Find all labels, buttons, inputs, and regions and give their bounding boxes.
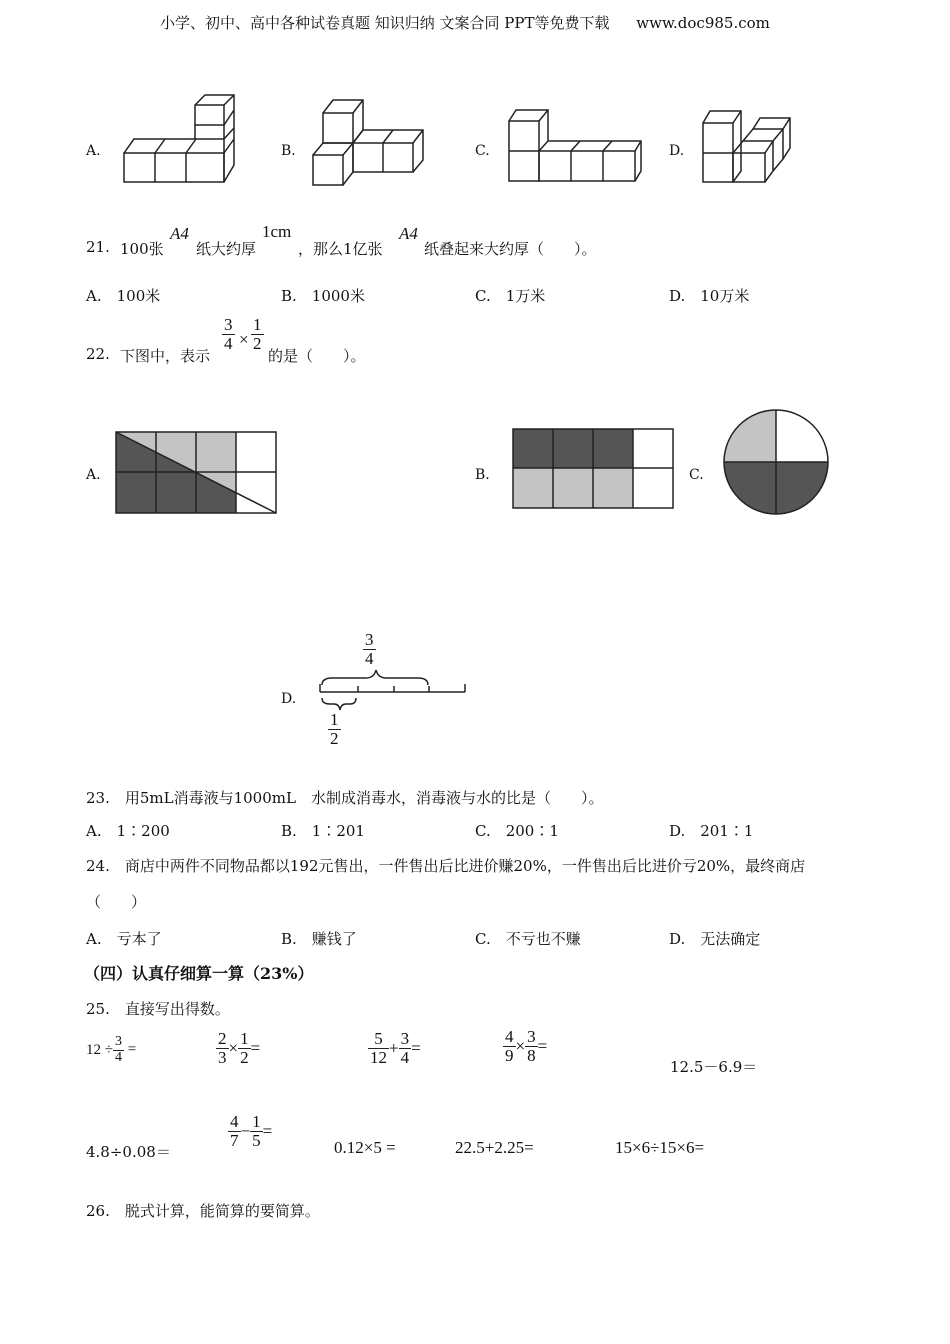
q25-expr-9: 22.5+2.25= [455,1138,534,1157]
q21-option-b[interactable]: B. 1000米 [281,287,365,305]
q20-option-d-label[interactable]: D. [669,143,685,159]
q24-option-b[interactable]: B. 赚钱了 [281,930,357,948]
q24-answer-paren: （ ） [86,893,147,911]
q25-expr-6: 4.8÷0.08＝ [86,1143,171,1161]
q25-expr-1: 12 ÷ $\frac{3}{4}$ = [86,1034,137,1065]
q25-expr-5: 12.5－6.9＝ [670,1058,758,1076]
q24-option-a[interactable]: A. 亏本了 [86,930,162,948]
q25-expr-8: 0.12×5 = [334,1138,396,1157]
q25-expr-2: $\frac{2}{3}$ × $\frac{1}{2}$ = [218,1029,261,1067]
q22-option-c-label[interactable]: C. [689,467,704,483]
q24-option-c[interactable]: C. 不亏也不赚 [475,930,581,948]
header-url[interactable]: www.doc985.com [636,14,770,32]
figure-d-top-fraction: $\frac{3}{4}$ [365,630,374,668]
question-24: 24. 商店中两件不同物品都以192元售出，一件售出后比进价赚20%，一件售出后比进价亏20%，最终商店 [86,857,806,875]
q22-fraction-1-2: $\frac{1}{2}$ [253,315,262,353]
q20-option-c-label[interactable]: C. [475,143,490,159]
q21-text-2: 纸大约厚 [196,240,257,258]
question-26: 26. 脱式计算，能简算的要简算。 [86,1202,320,1220]
q22-fraction-3-4: $\frac{3}{4}$ [224,315,233,353]
q22-number: 22. [86,345,110,363]
figure-c-circle [724,410,828,514]
question-25: 25. 直接写出得数。 [86,1000,230,1018]
q21-number: 21. [86,238,110,256]
q21-text-4: 纸叠起来大约厚（ ）。 [424,240,597,258]
q22-option-b-label[interactable]: B. [475,467,490,483]
q22-option-a-label[interactable]: A. [86,467,101,483]
figure-b-grid [513,429,673,508]
figure-d-bottom-fraction: $\frac{1}{2}$ [330,710,339,748]
q21-a4-2: A4 [399,224,418,243]
q22-times: × [239,330,249,349]
q25-expr-10: 15×6÷15×6= [615,1138,705,1157]
q23-option-b[interactable]: B. 1∶201 [281,822,365,840]
q21-unit: 1cm [262,222,292,241]
q23-option-c[interactable]: C. 200∶1 [475,822,559,840]
question-23: 23. 用5mL消毒液与1000mL 水制成消毒水，消毒液与水的比是（ ）。 [86,789,604,807]
q22-text-2: 的是（ ）。 [268,347,366,365]
q21-text-1: 100张 [120,240,164,258]
q21-option-d[interactable]: D. 10万米 [669,287,750,305]
q23-option-a[interactable]: A. 1∶200 [86,822,170,840]
q24-option-d[interactable]: D. 无法确定 [669,930,761,948]
q25-expr-4: $\frac{4}{9}$ × $\frac{3}{8}$ = [505,1027,548,1065]
q22-option-d-label[interactable]: D. [281,691,297,707]
q21-option-a[interactable]: A. 100米 [86,287,161,305]
q23-option-d[interactable]: D. 201∶1 [669,822,754,840]
q21-option-c[interactable]: C. 1万米 [475,287,546,305]
q25-expr-7: $\frac{4}{7}$ − $\frac{1}{5}$ = [230,1112,273,1150]
section-4-title: （四）认真仔细算一算（23%） [84,964,314,983]
header-text: 小学、初中、高中各种试卷真题 知识归纳 文案合同 PPT等免费下载 [160,14,610,32]
q20-option-a-label[interactable]: A. [86,143,101,159]
q21-a4-1: A4 [170,224,189,243]
q20-option-b-label[interactable]: B. [281,143,296,159]
q21-text-3: ，那么1亿张 [298,240,383,258]
figure-a-grid [116,432,276,513]
q25-expr-3: $\frac{5}{12}$ + $\frac{3}{4}$ = [370,1029,421,1067]
figure-d-line [320,670,465,710]
q22-text-1: 下图中，表示 [120,347,211,365]
